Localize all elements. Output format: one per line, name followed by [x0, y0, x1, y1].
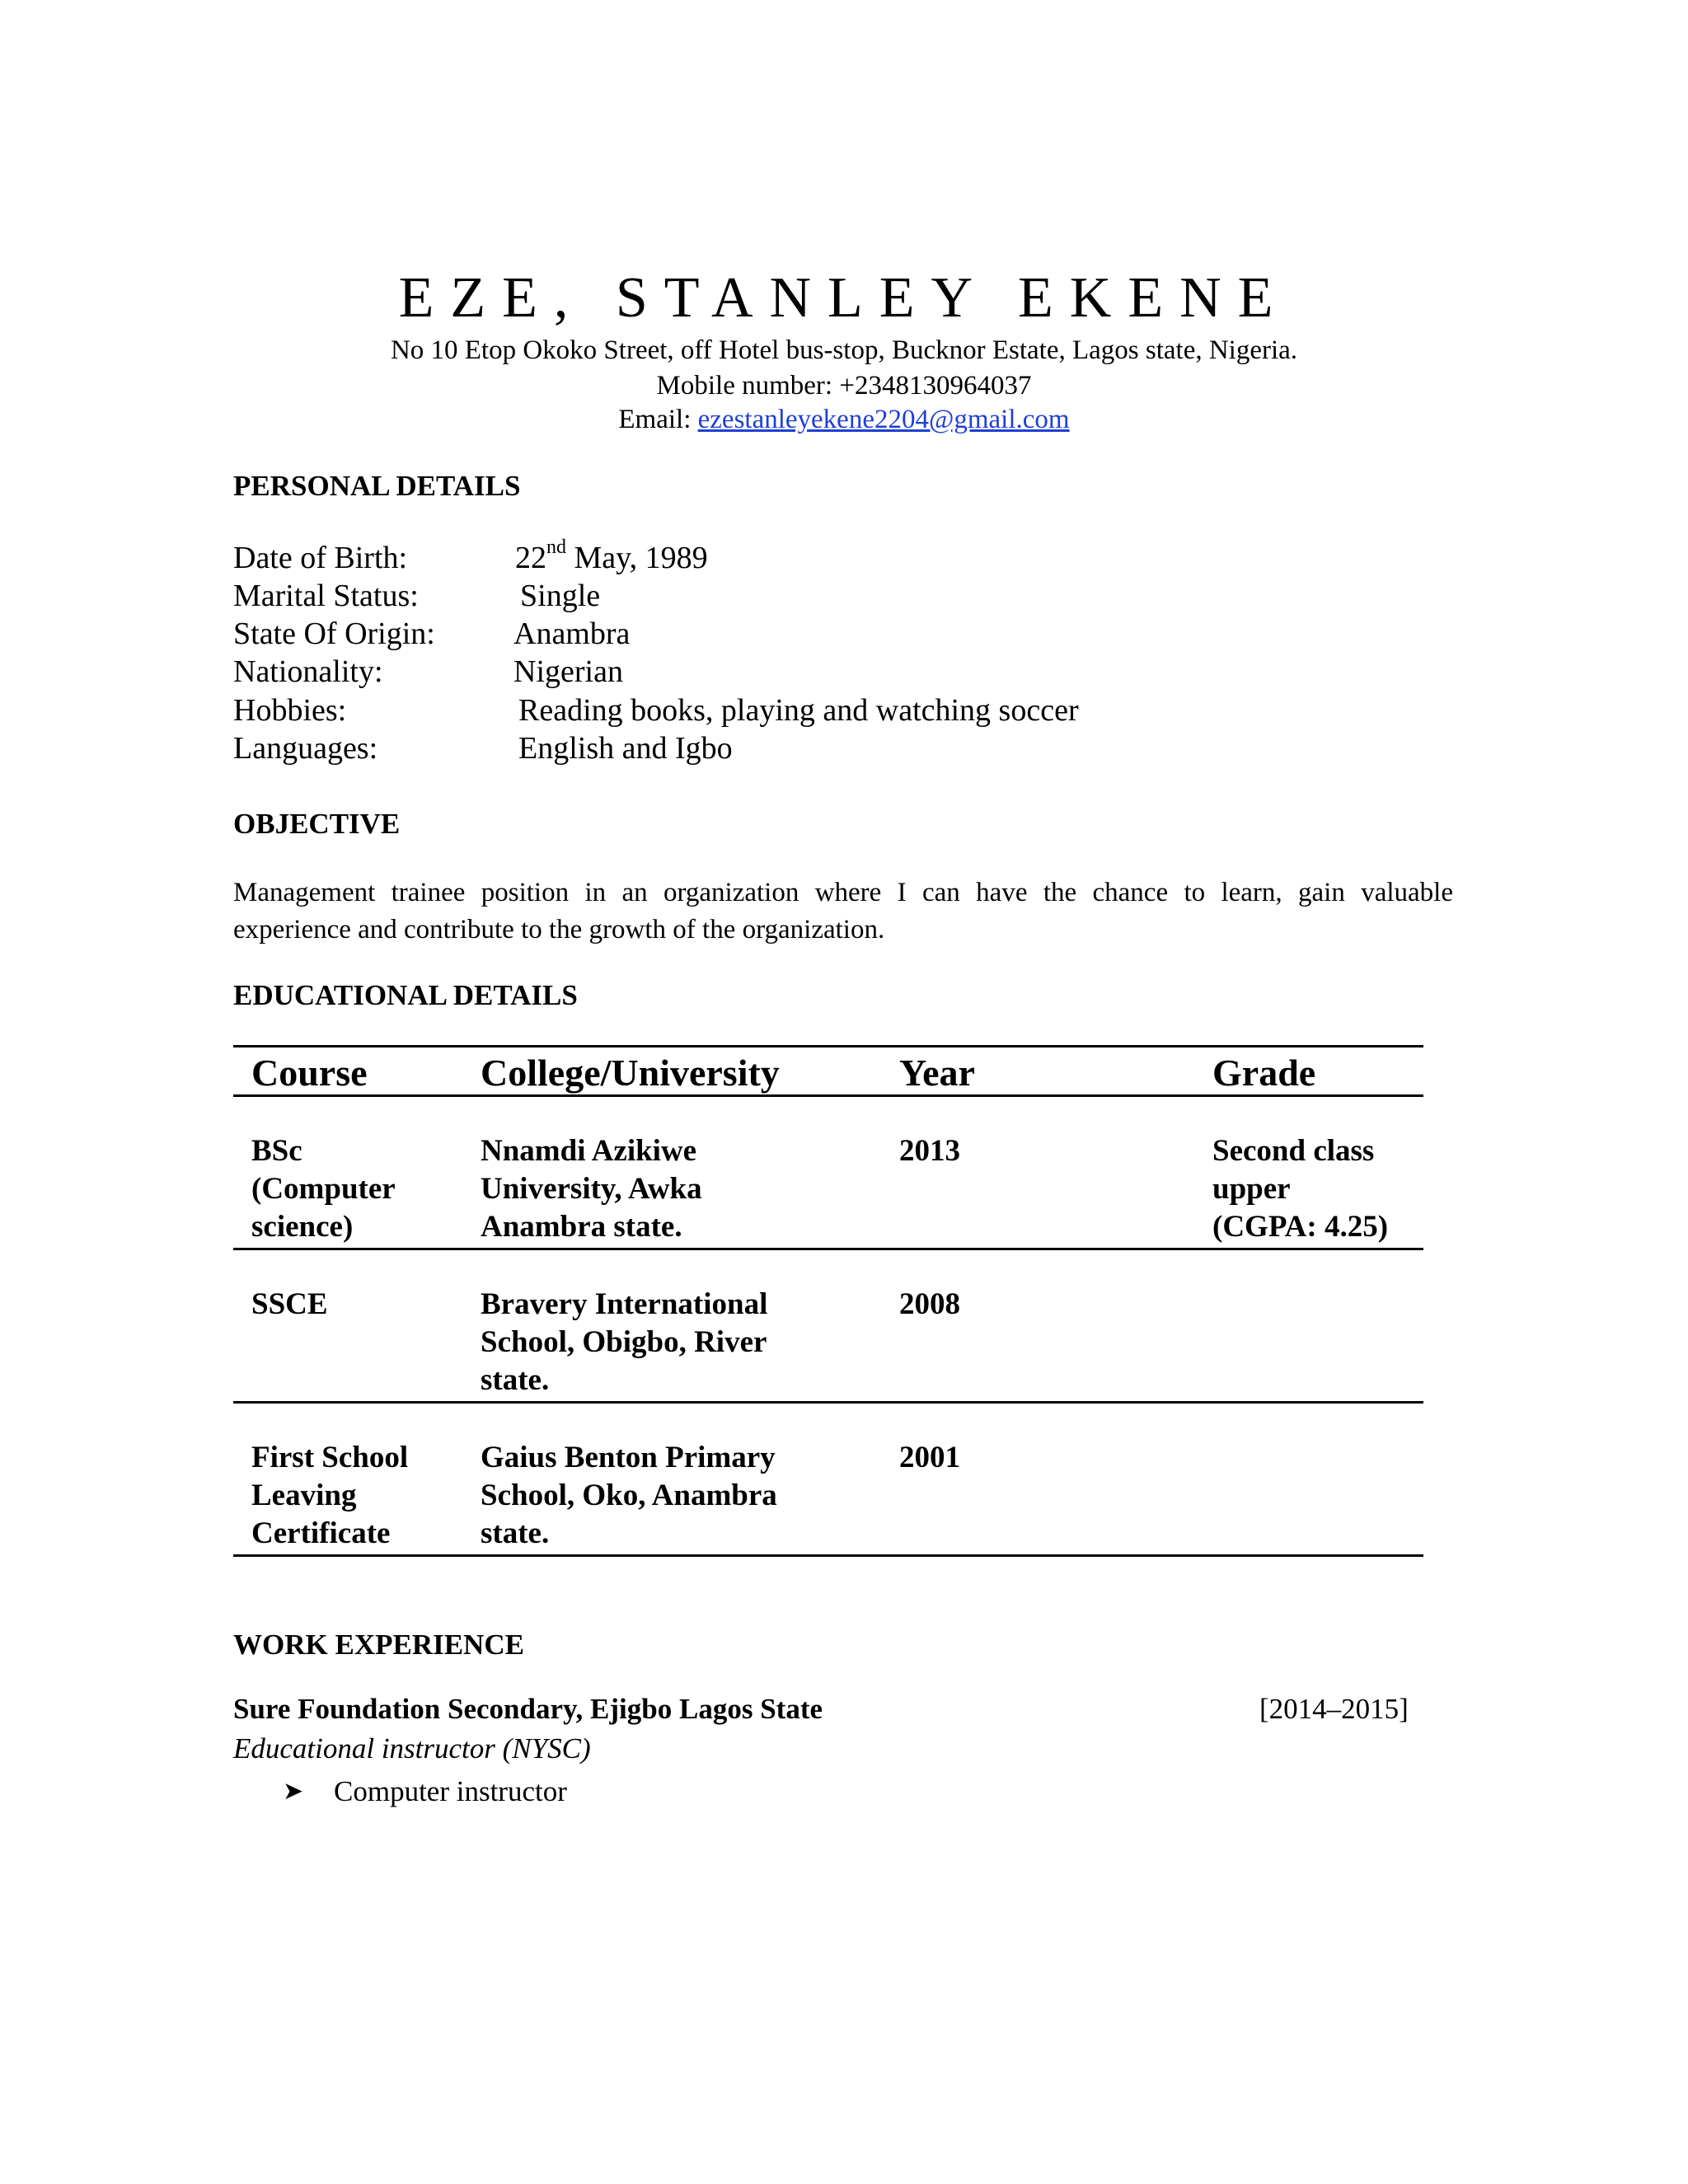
table-cell-year: 2013	[899, 1134, 960, 1168]
column-header-college: College/University	[481, 1052, 780, 1094]
pd-value: Nigerian	[513, 654, 623, 689]
email-line	[0, 403, 1688, 436]
pd-label: State Of Origin:	[233, 616, 435, 651]
work-experience-heading: WORK EXPERIENCE	[233, 1629, 524, 1661]
pd-label: Nationality:	[233, 654, 383, 689]
job-employer: Sure Foundation Secondary, Ejigbo Lagos State	[233, 1693, 823, 1725]
table-rule-top	[233, 1045, 1423, 1047]
objective-heading: OBJECTIVE	[233, 808, 401, 840]
objective-line: Management trainee position in an organization where I can have the chance to learn, gain valuable	[233, 878, 1453, 907]
table-cell-college: Nnamdi Azikiwe University, Awka Anambra state.	[481, 1134, 702, 1244]
pd-label: Date of Birth:	[233, 541, 408, 575]
pd-value: Single	[520, 579, 601, 613]
personal-details-heading: PERSONAL DETAILS	[233, 470, 521, 502]
email-link[interactable]: ezestanleyekene2204@gmail.com	[697, 405, 1070, 434]
pd-label: Hobbies:	[233, 693, 347, 728]
email-label: Email:	[618, 405, 698, 434]
pd-value: Anambra	[513, 616, 631, 651]
column-header-grade: Grade	[1212, 1052, 1316, 1094]
educational-details-heading: EDUCATIONAL DETAILS	[233, 979, 578, 1011]
table-cell-course: SSCE	[251, 1287, 328, 1321]
job-role: Educational instructor (NYSC)	[233, 1732, 591, 1765]
pd-label: Languages:	[233, 731, 378, 766]
pd-label: Marital Status:	[233, 579, 419, 613]
table-cell-course: BSc (Computer science)	[251, 1134, 396, 1244]
table-rule-bottom	[233, 1554, 1423, 1557]
table-rule-row	[233, 1248, 1423, 1250]
arrow-bullet-icon: ➤	[283, 1777, 304, 1806]
table-cell-college: Bravery International School, Obigbo, River state.	[481, 1287, 768, 1397]
job-duty-text: Computer instructor	[334, 1775, 567, 1807]
table-cell-college: Gaius Benton Primary School, Oko, Anambra state.	[481, 1441, 777, 1550]
table-cell-grade: Second class upper (CGPA: 4.25)	[1212, 1134, 1389, 1244]
objective-line: experience and contribute to the growth of the organization.	[233, 915, 885, 944]
mobile-number: Mobile number: +2348130964037	[656, 371, 1032, 401]
pd-value: English and Igbo	[518, 731, 733, 766]
address: No 10 Etop Okoko Street, off Hotel bus-stop, Bucknor Estate, Lagos state, Nigeria.	[390, 335, 1298, 365]
table-cell-course: First School Leaving Certificate	[251, 1441, 409, 1550]
table-cell-year: 2001	[899, 1441, 960, 1474]
candidate-name: EZE, STANLEY EKENE	[398, 266, 1290, 330]
pd-value: 22nd May, 1989	[515, 537, 708, 575]
job-dates: [2014–2015]	[1259, 1693, 1409, 1725]
table-rule-row	[233, 1401, 1423, 1404]
table-rule-header	[233, 1094, 1423, 1097]
column-header-course: Course	[251, 1052, 368, 1094]
column-header-year: Year	[899, 1052, 975, 1094]
pd-value: Reading books, playing and watching soccer	[518, 693, 1079, 728]
objective-text	[233, 874, 1453, 949]
table-cell-year: 2008	[899, 1287, 960, 1321]
